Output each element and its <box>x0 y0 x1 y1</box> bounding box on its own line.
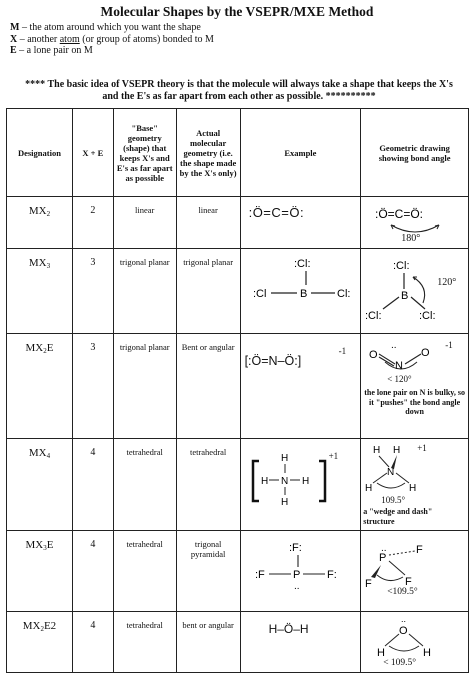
svg-text:F: F <box>416 544 423 556</box>
designation-cell: $MX_2E2$ <box>7 612 73 673</box>
definitions <box>10 22 214 57</box>
header-drawing: Geometric drawing showing bond angle <box>361 109 469 197</box>
svg-text:..: .. <box>401 614 407 624</box>
svg-text:..: .. <box>391 340 397 351</box>
svg-text:H: H <box>423 647 432 659</box>
svg-text:H: H <box>377 647 386 659</box>
svg-text:H: H <box>260 476 268 487</box>
table-row <box>7 612 469 673</box>
nh4-lewis-structure <box>241 439 362 531</box>
svg-text:P: P <box>292 569 300 581</box>
designation-cell: $MX_2$ <box>7 197 73 249</box>
designation-cell: $MX_3E$ <box>7 531 73 612</box>
header-base: "Base" geometry (shape) that keeps X's and E's as far apart as possible <box>113 109 176 197</box>
angle-label: < 120° <box>387 374 412 384</box>
svg-text:B: B <box>401 290 409 302</box>
xe-cell: 2 <box>72 197 113 249</box>
def-e: E – a lone pair on M <box>10 45 93 56</box>
no2-lewis-structure: [:Ö=N–Ö:] <box>244 354 302 368</box>
drawing-cell <box>361 612 469 673</box>
svg-text:H: H <box>409 483 417 494</box>
svg-text::F:: :F: <box>288 542 302 554</box>
svg-text::Ö=C=Ö:: :Ö=C=Ö: <box>375 207 424 221</box>
example-cell <box>240 439 361 531</box>
xe-cell: 4 <box>72 612 113 673</box>
header-actual: Actual molecular geometry (i.e. the shape made by the X's only) <box>176 109 240 197</box>
svg-text:H: H <box>280 497 288 508</box>
svg-text:N: N <box>280 476 288 487</box>
base-geometry-cell: trigonal planar <box>113 249 176 334</box>
table-row <box>7 439 469 531</box>
svg-text:O: O <box>399 625 408 637</box>
svg-text:B: B <box>299 288 307 300</box>
actual-geometry-cell: trigonal planar <box>176 249 240 334</box>
angle-label: <109.5° <box>387 587 418 597</box>
angle-label: 120° <box>437 277 457 288</box>
actual-geometry-cell: linear <box>176 197 240 249</box>
base-geometry-cell: tetrahedral <box>113 612 176 673</box>
svg-text:F:: F: <box>326 569 337 581</box>
angle-label: < 109.5° <box>383 658 417 668</box>
svg-text:..: .. <box>381 543 387 554</box>
svg-text:..: .. <box>293 581 300 592</box>
header-designation: Designation <box>7 109 73 197</box>
drawing-cell <box>361 197 469 249</box>
bcl3-geometry-drawing <box>361 249 469 334</box>
actual-geometry-cell: trigonal pyramidal <box>176 531 240 612</box>
example-cell <box>240 531 361 612</box>
example-cell <box>240 612 361 673</box>
drawing-cell <box>361 334 469 439</box>
designation-cell: $MX_4$ <box>7 439 73 531</box>
base-geometry-cell: tetrahedral <box>113 531 176 612</box>
svg-text::Cl:: :Cl: <box>365 310 382 322</box>
def-m: M – the atom around which you want the shape <box>10 22 201 33</box>
header-example: Example <box>240 109 361 197</box>
svg-text:H: H <box>280 453 288 464</box>
actual-geometry-cell: tetrahedral <box>176 439 240 531</box>
svg-text:O: O <box>421 347 430 359</box>
example-cell <box>240 197 361 249</box>
svg-text::F: :F <box>254 569 265 581</box>
pf3-geometry-drawing <box>361 531 469 591</box>
table-row <box>7 197 469 249</box>
svg-text::Cl:: :Cl: <box>393 260 410 272</box>
def-x: X – another atom (or group of atoms) bonded to M <box>10 33 214 45</box>
angle-label: 109.5° <box>381 495 406 505</box>
example-cell <box>240 249 361 334</box>
svg-text:N: N <box>395 360 404 372</box>
drawing-cell <box>361 531 469 612</box>
svg-text:O: O <box>369 349 378 361</box>
header-xe: X + E <box>72 109 113 197</box>
svg-text:F: F <box>365 578 372 590</box>
ion-charge: -1 <box>445 340 453 350</box>
lone-pair-caption: the lone pair on N is bulky, so it "pushes" the bond angle down <box>364 388 465 416</box>
svg-text:H: H <box>373 445 381 456</box>
svg-text:H: H <box>365 483 373 494</box>
svg-text:Cl:: Cl: <box>336 288 351 300</box>
vsepr-note: **** The basic idea of VSEPR theory is that the molecule will always take a shape that keeps the X's and the E's as far apart from each other as possible. ********** <box>25 79 453 102</box>
table-row <box>7 531 469 612</box>
example-cell <box>240 334 361 439</box>
ion-charge: +1 <box>328 451 339 461</box>
bcl3-lewis-structure <box>241 249 362 334</box>
xe-cell: 3 <box>72 334 113 439</box>
svg-text::Cl: :Cl <box>252 288 267 300</box>
designation-cell: $MX_3$ <box>7 249 73 334</box>
svg-text:P: P <box>379 552 387 564</box>
xe-cell: 4 <box>72 531 113 612</box>
drawing-cell <box>361 439 469 531</box>
base-geometry-cell: tetrahedral <box>113 439 176 531</box>
svg-text:N: N <box>387 467 395 478</box>
svg-text:F: F <box>405 576 412 588</box>
base-geometry-cell: linear <box>113 197 176 249</box>
svg-text::Cl:: :Cl: <box>293 258 311 270</box>
co2-lewis-structure: :Ö=C=Ö: <box>248 205 305 220</box>
xe-cell: 4 <box>72 439 113 531</box>
actual-geometry-cell: bent or angular <box>176 612 240 673</box>
xe-cell: 3 <box>72 249 113 334</box>
svg-text::Cl:: :Cl: <box>419 310 436 322</box>
base-geometry-cell: trigonal planar <box>113 334 176 439</box>
svg-text:H: H <box>301 476 309 487</box>
drawing-cell <box>361 249 469 334</box>
nh4-geometry-drawing <box>361 439 469 499</box>
svg-text:H: H <box>393 445 401 456</box>
no2-geometry-drawing <box>361 334 469 376</box>
pf3-lewis-structure <box>241 531 362 612</box>
h2o-lewis-structure: H–Ö–H <box>268 622 309 636</box>
ion-charge: -1 <box>338 346 347 356</box>
angle-label: 180° <box>401 233 421 244</box>
designation-cell: $MX_2E$ <box>7 334 73 439</box>
header-row <box>7 109 469 197</box>
h2o-geometry-drawing <box>361 612 469 660</box>
actual-geometry-cell: Bent or angular <box>176 334 240 439</box>
page-title: Molecular Shapes by the VSEPR/MXE Method <box>100 4 374 19</box>
table-row <box>7 334 469 439</box>
table-row <box>7 249 469 334</box>
vsepr-table <box>6 108 469 673</box>
wedge-dash-caption: a "wedge and dash" structure <box>363 507 433 526</box>
ion-charge: +1 <box>417 443 427 453</box>
